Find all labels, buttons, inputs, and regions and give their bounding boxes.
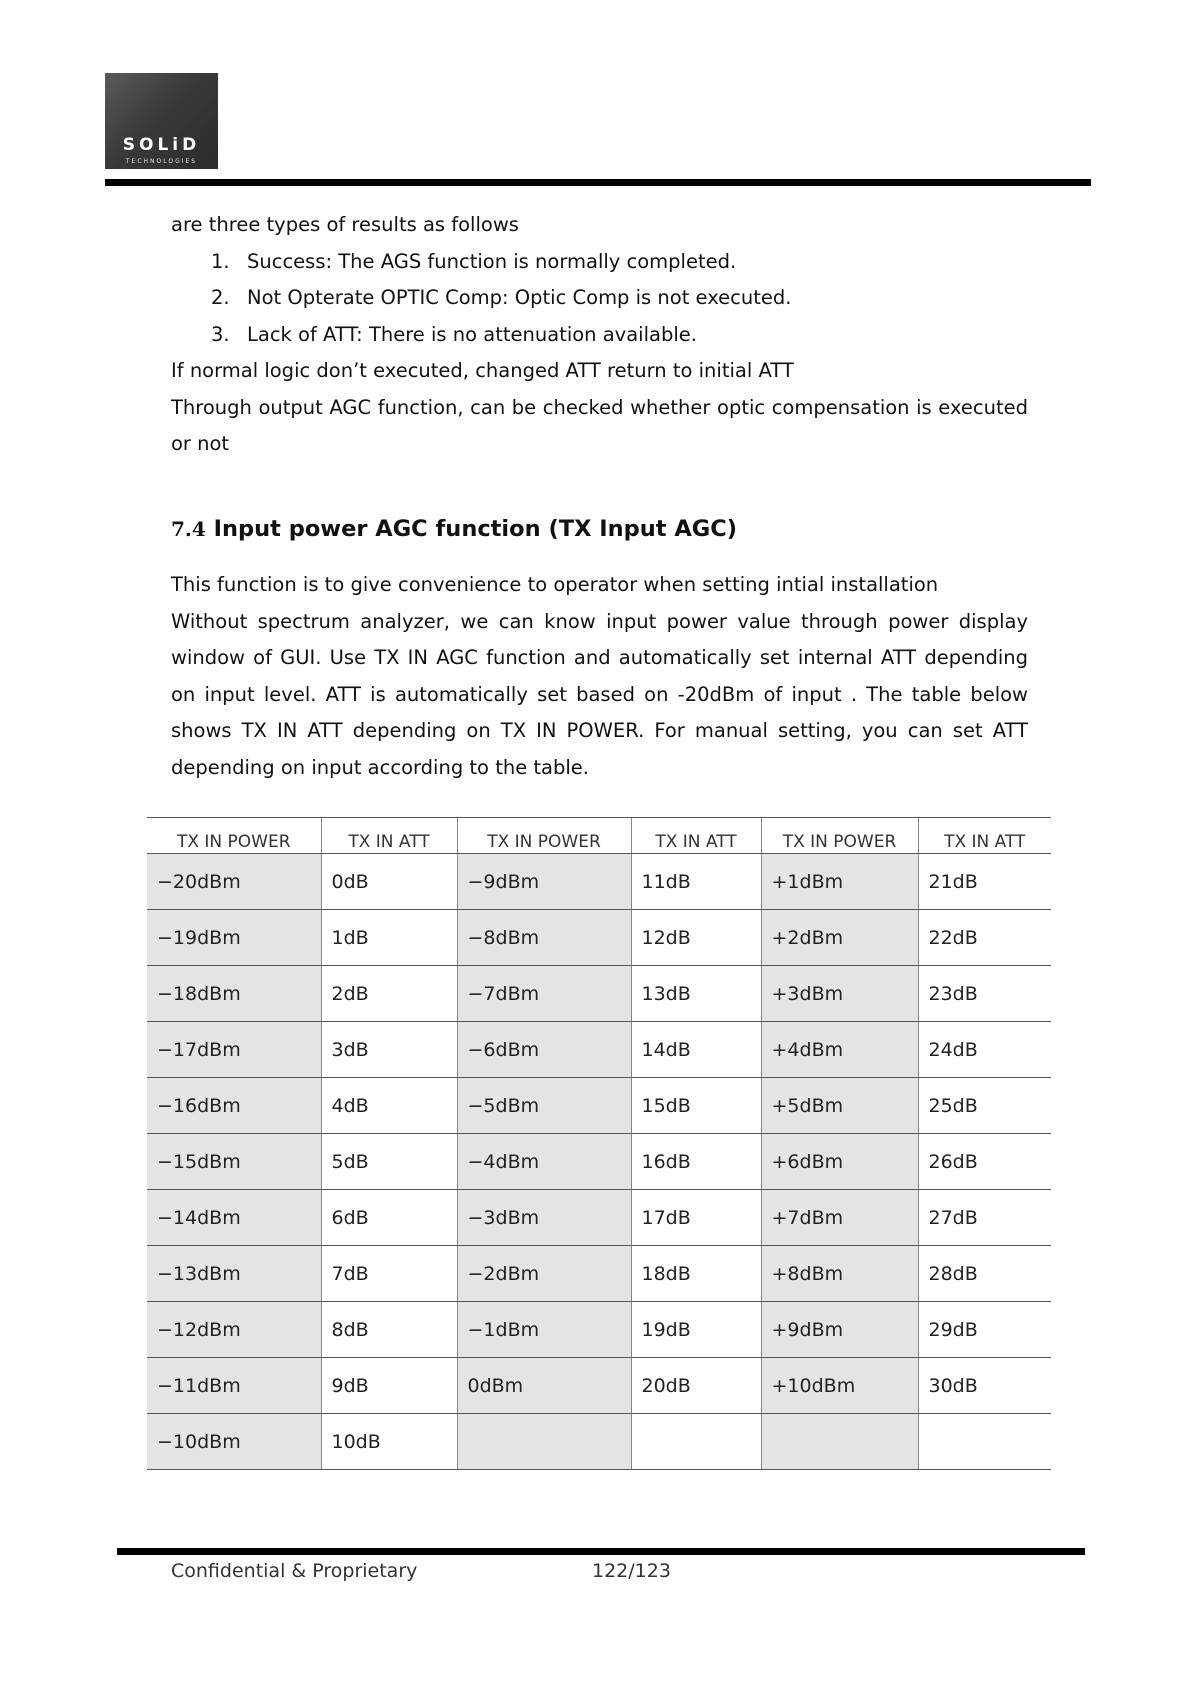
table-cell: 2dB — [321, 966, 457, 1022]
table-cell: 23dB — [918, 966, 1051, 1022]
table-cell: 20dB — [631, 1358, 761, 1414]
list-number: 2. — [211, 286, 230, 309]
table-row — [147, 1246, 1051, 1302]
table-cell — [761, 1414, 918, 1470]
table-cell: −3dBm — [457, 1190, 631, 1246]
table-row — [147, 1302, 1051, 1358]
list-number: 3. — [211, 322, 230, 346]
table-cell: −4dBm — [457, 1134, 631, 1190]
page-number: 122/123 — [592, 1560, 671, 1582]
table-cell: 15dB — [631, 1078, 761, 1134]
table-cell: −1dBm — [457, 1302, 631, 1358]
footer-confidential: Confidential & Proprietary — [171, 1560, 418, 1582]
table-cell: −20dBm — [147, 854, 321, 910]
footer-rule — [117, 1548, 1085, 1555]
table-cell: 29dB — [918, 1302, 1051, 1358]
table-cell: −14dBm — [147, 1190, 321, 1246]
table-cell — [631, 1414, 761, 1470]
table-cell: 12dB — [631, 910, 761, 966]
table-cell — [457, 1414, 631, 1470]
table-row — [147, 966, 1051, 1022]
table-cell: +5dBm — [761, 1078, 918, 1134]
table-cell: −6dBm — [457, 1022, 631, 1078]
column-header: TX IN ATT — [918, 818, 1051, 854]
table-cell — [918, 1414, 1051, 1470]
column-header: TX IN POWER — [761, 818, 918, 854]
table-cell: −18dBm — [147, 966, 321, 1022]
table-cell: 18dB — [631, 1246, 761, 1302]
table-row — [147, 1190, 1051, 1246]
table-cell: +8dBm — [761, 1246, 918, 1302]
table-row — [147, 1078, 1051, 1134]
table-body — [147, 854, 1051, 1470]
table-cell: 14dB — [631, 1022, 761, 1078]
table-cell: 6dB — [321, 1190, 457, 1246]
table-cell: −15dBm — [147, 1134, 321, 1190]
table-cell: 0dB — [321, 854, 457, 910]
table-cell: 21dB — [918, 854, 1051, 910]
section-title: Input power AGC function (TX Input AGC) — [213, 516, 738, 542]
table-cell: −11dBm — [147, 1358, 321, 1414]
table-cell: 27dB — [918, 1190, 1051, 1246]
table-row — [147, 1022, 1051, 1078]
table-row — [147, 910, 1051, 966]
table-cell: 8dB — [321, 1302, 457, 1358]
table-cell: 16dB — [631, 1134, 761, 1190]
agc-check-note: Through output AGC function, can be checked whether optic compensation is executed or not — [171, 395, 1028, 455]
table-cell: −9dBm — [457, 854, 631, 910]
table-cell: −17dBm — [147, 1022, 321, 1078]
table-cell: 25dB — [918, 1078, 1051, 1134]
table-cell: 11dB — [631, 854, 761, 910]
list-text: Not Opterate OPTIC Comp: Optic Comp is not executed. — [247, 286, 792, 309]
list-number: 1. — [211, 249, 230, 273]
table-cell: +9dBm — [761, 1302, 918, 1358]
table-cell: +1dBm — [761, 854, 918, 910]
table-row — [147, 1358, 1051, 1414]
section-heading — [171, 516, 737, 542]
table-cell: −2dBm — [457, 1246, 631, 1302]
table-cell: 28dB — [918, 1246, 1051, 1302]
list-item — [171, 244, 1028, 281]
table-cell: +3dBm — [761, 966, 918, 1022]
section-body — [171, 567, 1028, 786]
table-cell: 22dB — [918, 910, 1051, 966]
results-intro — [171, 207, 1028, 463]
table-row — [147, 1134, 1051, 1190]
table-cell: 17dB — [631, 1190, 761, 1246]
column-header: TX IN ATT — [631, 818, 761, 854]
table-cell: −19dBm — [147, 910, 321, 966]
table-cell: 4dB — [321, 1078, 457, 1134]
logo-text: SOLiD — [122, 135, 201, 155]
table-cell: −13dBm — [147, 1246, 321, 1302]
section-paragraph-1: This function is to give convenience to operator when setting intial installation — [171, 573, 939, 596]
table-cell: 5dB — [321, 1134, 457, 1190]
table-cell: 3dB — [321, 1022, 457, 1078]
table-header-row — [147, 818, 1051, 854]
results-lead: are three types of results as follows — [171, 213, 519, 236]
table-cell: 26dB — [918, 1134, 1051, 1190]
column-header: TX IN POWER — [457, 818, 631, 854]
list-text: Lack of ATT: There is no attenuation available. — [247, 322, 697, 346]
column-header: TX IN ATT — [321, 818, 457, 854]
table-cell: +10dBm — [761, 1358, 918, 1414]
table-cell: +7dBm — [761, 1190, 918, 1246]
table-cell: 0dBm — [457, 1358, 631, 1414]
table-row — [147, 854, 1051, 910]
att-return-note: If normal logic don’t executed, changed ATT return to initial ATT — [171, 359, 794, 382]
results-list — [171, 244, 1028, 354]
table-cell: −5dBm — [457, 1078, 631, 1134]
logo-subtext: TECHNOLOGIES — [125, 158, 198, 165]
table-row — [147, 1414, 1051, 1470]
section-paragraph-2: Without spectrum analyzer, we can know input power value through power display window of GUI. Use TX IN AGC function and automatically set internal ATT depending on input level. ATT is automatically set based on -20dBm of input . The table below shows TX IN ATT depending on TX IN POWER. For manual setting, you can set ATT depending on input according to the table. — [171, 609, 1028, 779]
table-cell: −7dBm — [457, 966, 631, 1022]
list-text: Success: The AGS function is normally completed. — [247, 249, 737, 273]
header-rule — [105, 179, 1091, 186]
section-number: 7.4 — [171, 517, 206, 541]
table-cell: +2dBm — [761, 910, 918, 966]
tx-att-table — [147, 817, 1051, 1470]
table-cell: −12dBm — [147, 1302, 321, 1358]
table-cell: 30dB — [918, 1358, 1051, 1414]
table-cell: −16dBm — [147, 1078, 321, 1134]
table-cell: 1dB — [321, 910, 457, 966]
company-logo — [105, 73, 218, 169]
table-cell: 24dB — [918, 1022, 1051, 1078]
table-cell: +4dBm — [761, 1022, 918, 1078]
list-item — [171, 317, 1028, 354]
table-cell: −10dBm — [147, 1414, 321, 1470]
table-cell: 13dB — [631, 966, 761, 1022]
table-cell: 9dB — [321, 1358, 457, 1414]
table-cell: 7dB — [321, 1246, 457, 1302]
column-header: TX IN POWER — [147, 818, 321, 854]
list-item — [171, 280, 1028, 317]
table-cell: −8dBm — [457, 910, 631, 966]
table-cell: +6dBm — [761, 1134, 918, 1190]
table-cell: 10dB — [321, 1414, 457, 1470]
table-cell: 19dB — [631, 1302, 761, 1358]
